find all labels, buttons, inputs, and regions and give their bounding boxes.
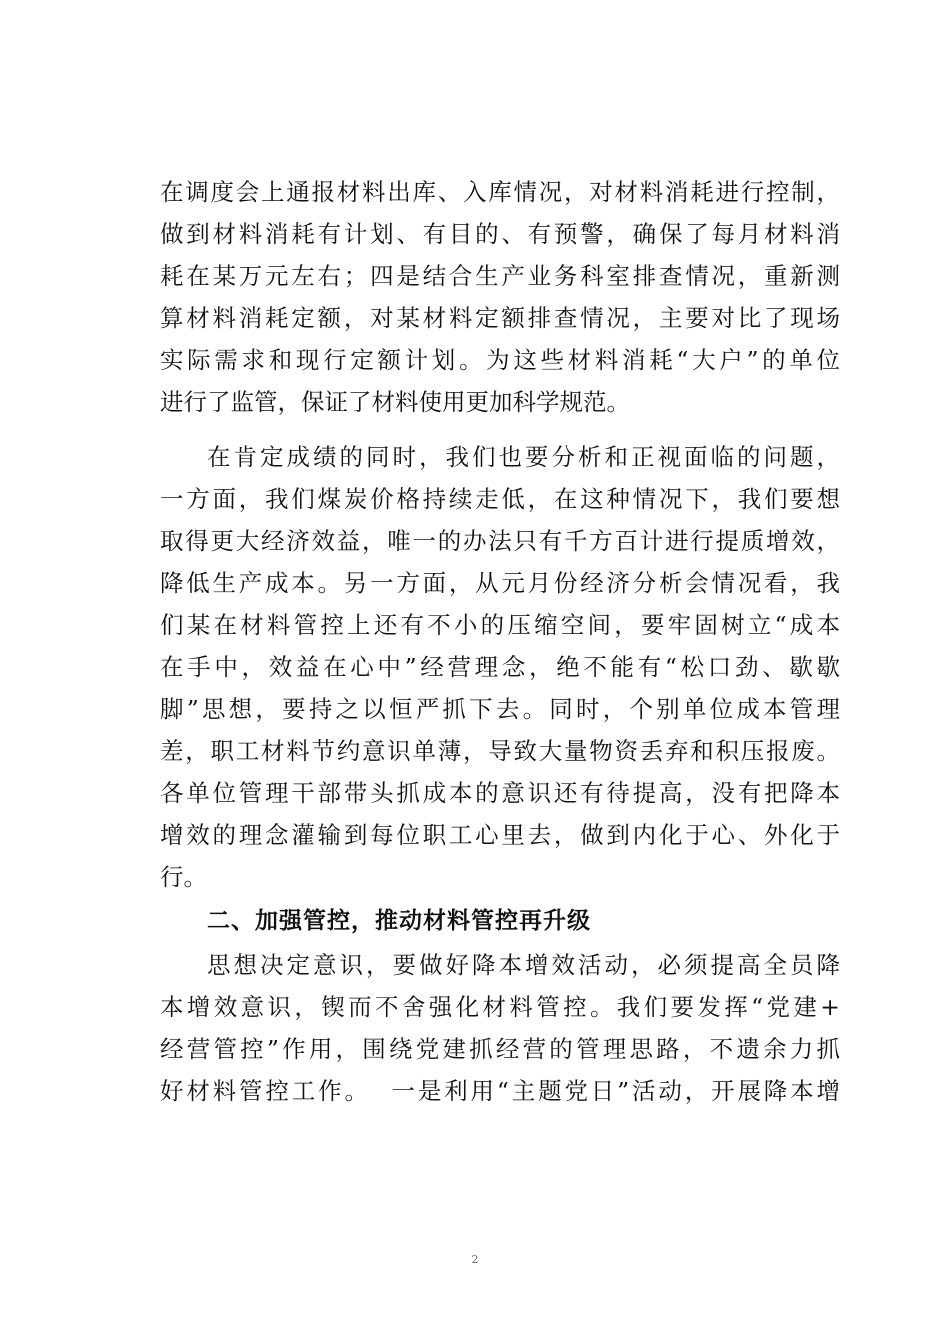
text-line: 在调度会上通报材料出库、入库情况，对材料消耗进行控制， [160,178,840,206]
text-line: 进行了监管，保证了材料使用更加科学规范。 [160,388,630,416]
text-line: 脚”思想，要持之以恒严抓下去。同时，个别单位成本管理 [160,695,840,723]
text-line: 们某在材料管控上还有不小的压缩空间，要牢固树立“成本 [160,611,840,639]
text-line: 经营管控”作用，围绕党建抓经营的管理思路，不遗余力抓 [160,1035,840,1063]
text-line: 增效的理念灌输到每位职工心里去，做到内化于心、外化于 [160,821,840,849]
text-line: 行。 [160,863,207,891]
page-number: 2 [471,1253,479,1266]
text-line: 各单位管理干部带头抓成本的意识还有待提高，没有把降本 [160,779,840,807]
text-line: 在肯定成绩的同时，我们也要分析和正视面临的问题， [207,443,840,471]
text-line: 思想决定意识，要做好降本增效活动，必须提高全员降 [207,951,840,979]
text-line: 做到材料消耗有计划、有目的、有预警，确保了每月材料消 [160,220,840,248]
text-line: 差，职工材料节约意识单薄，导致大量物资丢弃和积压报废。 [160,737,840,765]
text-line: 本增效意识，锲而不舍强化材料管控。我们要发挥“党建+ [160,993,840,1021]
text-line: 一方面，我们煤炭价格持续走低，在这种情况下，我们要想 [160,485,840,513]
text-line: 好材料管控工作。 一是利用“主题党日”活动，开展降本增 [160,1077,840,1105]
text-line: 实际需求和现行定额计划。为这些材料消耗“大户”的单位 [160,346,840,374]
section-heading: 二、加强管控，推动材料管控再升级 [207,908,591,934]
text-line: 降低生产成本。另一方面，从元月份经济分析会情况看，我 [160,569,840,597]
text-line: 算材料消耗定额，对某材料定额排查情况，主要对比了现场 [160,304,840,332]
text-line: 在手中，效益在心中”经营理念，绝不能有“松口劲、歇歇 [160,653,840,681]
text-line: 耗在某万元左右；四是结合生产业务科室排查情况，重新测 [160,262,840,290]
text-line: 取得更大经济效益，唯一的办法只有千方百计进行提质增效， [160,527,840,555]
